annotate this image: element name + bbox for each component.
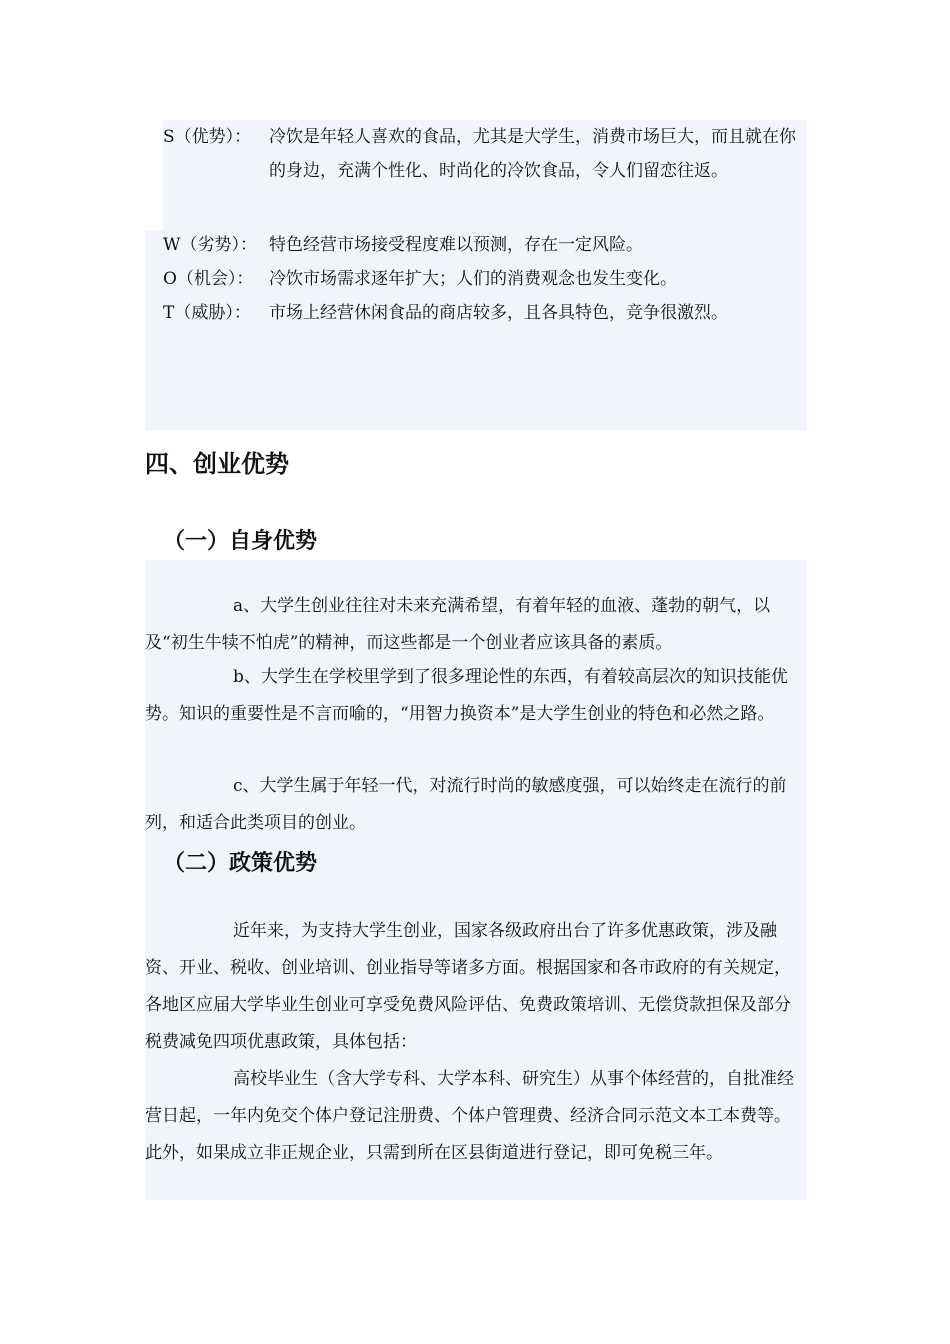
subsection-title-policy: （二）政策优势 [163,851,318,876]
swot-text: 特色经营市场接受程度难以预测，存在一定风险。 [269,235,643,255]
paragraph-policy: 近年来，为支持大学生创业，国家各级政府出台了许多优惠政策，涉及融资、开业、税收、创业培训、创业指导等诸多方面。根据国家和各市政府的有关规定，各地区应届大学毕业生创业可享受免费风险评估、免费政策培训、无偿贷款担保及部分税费减免四项优惠政策，具体包括： [145,921,791,1052]
swot-label: O（机会）： [163,269,254,289]
section-title: 四、创业优势 [145,450,289,478]
swot-text: 冷饮市场需求逐年扩大；人们的消费观念也发生变化。 [269,269,677,289]
swot-text: 冷饮是年轻人喜欢的食品，尤其是大学生，消费市场巨大，而且就在你的身边，充满个性化、时尚化的冷饮食品，令人们留恋往返。 [269,127,796,181]
swot-text: 市场上经营休闲食品的商店较多，且各具特色，竞争很激烈。 [269,303,728,323]
paragraph-a: a、大学生创业往往对未来充满希望，有着年轻的血液、蓬勃的朝气，以及“初生牛犊不怕虎”的精神，而这些都是一个创业者应该具备的素质。 [145,596,771,653]
swot-label: W（劣势）： [163,235,257,255]
paragraph-c: c、大学生属于年轻一代，对流行时尚的敏感度强，可以始终走在流行的前列，和适合此类项目的创业。 [145,776,787,833]
subsection-title-self: （一）自身优势 [163,529,318,554]
paragraph-graduates: 高校毕业生（含大学专科、大学本科、研究生）从事个体经营的，自批准经营日起，一年内免交个体户登记注册费、个体户管理费、经济合同示范文本工本费等。此外，如果成立非正规企业，只需到所在区县街道进行登记，即可免税三年。 [145,1069,794,1163]
swot-label: S（优势）： [163,127,252,147]
swot-label: T（威胁）： [163,303,251,323]
paragraph-b: b、大学生在学校里学到了很多理论性的东西，有着较高层次的知识技能优势。知识的重要性是不言而喻的，“用智力换资本”是大学生创业的特色和必然之路。 [145,667,788,724]
